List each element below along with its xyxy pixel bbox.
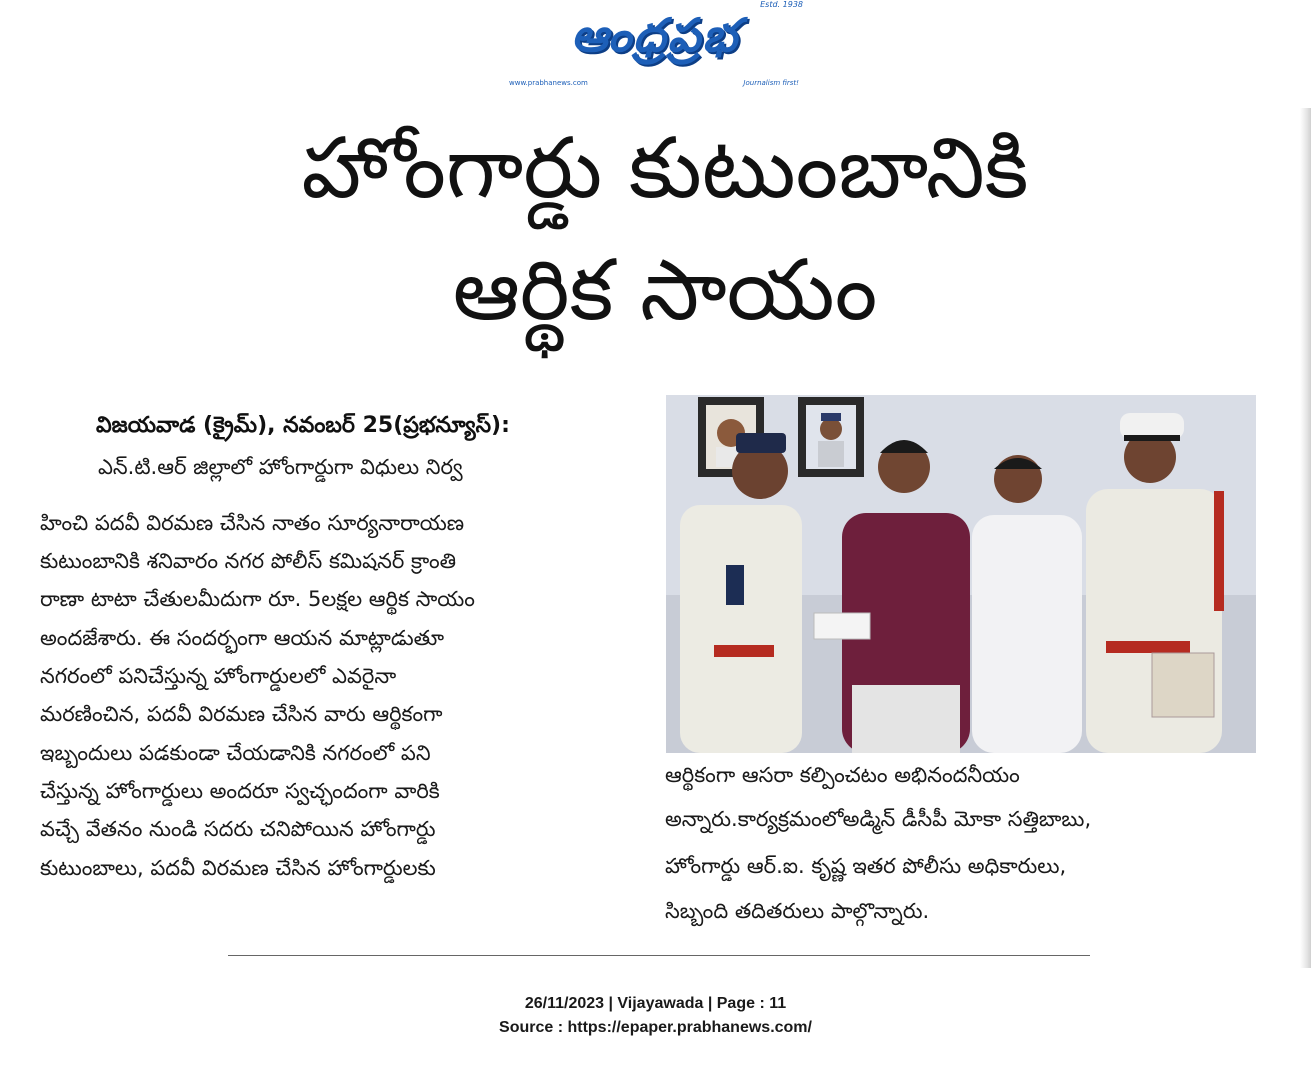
article-line: రాణా టాటా చేతులమీదుగా రూ. 5లక్షల ఆర్థిక సాయం bbox=[40, 587, 475, 611]
headline-line-2: ఆర్థిక సాయం bbox=[452, 241, 878, 339]
article-line: అందజేశారు. ఈ సందర్భంగా ఆయన మాట్లాడుతూ bbox=[40, 626, 445, 650]
article-line: మరణించిన, పదవీ విరమణ చేసిన వారు ఆర్థికంగా bbox=[40, 702, 443, 726]
headline-line-1: హోంగార్డు కుటుంబానికి bbox=[301, 119, 1029, 217]
news-photo bbox=[666, 395, 1256, 753]
masthead-logo bbox=[505, 0, 805, 92]
logo-wordmark: ఆంధ్రప్రభ bbox=[571, 8, 739, 62]
photo-illustration bbox=[666, 395, 1256, 753]
article-left-column bbox=[40, 452, 640, 942]
footer-date-page: 26/11/2023 | Vijayawada | Page : 11 bbox=[524, 995, 787, 1012]
tagline: Journalism first! bbox=[743, 79, 799, 87]
article-line: చేస్తున్న హోంగార్డులు అందరూ స్వచ్ఛందంగా వారికి bbox=[40, 779, 440, 803]
article-line: హోంగార్డు ఆర్.ఐ. కృష్ణ ఇతర పోలీసు అధికారులు, bbox=[665, 854, 1067, 878]
article-line: అన్నారు.కార్యక్రమంలోఅడ్మిన్ డీసీపీ మోకా సత్తిబాబు, bbox=[665, 807, 1092, 831]
estd-label: Estd. 1938 bbox=[760, 0, 803, 9]
article-dateline: విజయవాడ (క్రైమ్), నవంబర్ 25(ప్రభన్యూస్): bbox=[96, 413, 510, 438]
article-line: ఎన్.టి.ఆర్ జిల్లాలో హోంగార్డుగా విధులు నిర్వ bbox=[98, 455, 463, 479]
footer-divider bbox=[228, 955, 1090, 956]
page-edge-shadow bbox=[1300, 108, 1311, 968]
article-line: వచ్చే వేతనం నుండి సదరు చనిపోయిన హోంగార్డు bbox=[40, 817, 436, 841]
article-line: కుటుంబానికి శనివారం నగర పోలీస్ కమిషనర్ క్రాంతి bbox=[40, 549, 457, 573]
article-line: ఆర్థికంగా ఆసరా కల్పించటం అభినందనీయం bbox=[665, 763, 1020, 787]
article-right-column bbox=[665, 760, 1255, 940]
site-url: www.prabhanews.com bbox=[509, 79, 588, 87]
article-line: హించి పదవీ విరమణ చేసిన నాతం సూర్యనారాయణ bbox=[40, 511, 465, 535]
article-line: ఇబ్బందులు పడకుండా చేయడానికి నగరంలో పని bbox=[40, 741, 431, 765]
article-line: నగరంలో పనిచేస్తున్న హోంగార్డులలో ఎవరైనా bbox=[40, 664, 397, 688]
article-line: కుటుంబాలు, పదవీ విరమణ చేసిన హోంగార్డులకు bbox=[40, 856, 436, 880]
article-line: సిబ్బంది తదితరులు పాల్గొన్నారు. bbox=[665, 899, 930, 923]
footer-source: Source : https://epaper.prabhanews.com/ bbox=[499, 1019, 812, 1036]
